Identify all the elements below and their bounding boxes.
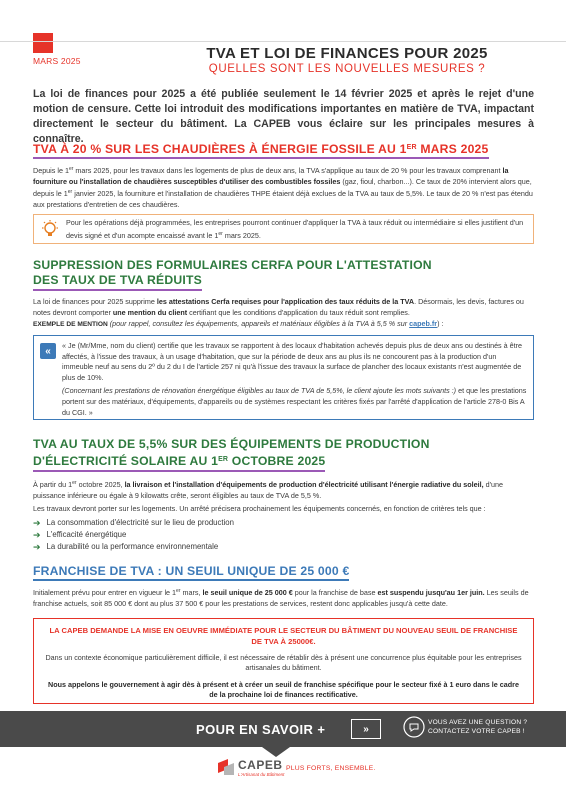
learn-more-label: POUR EN SAVOIR + <box>196 722 326 737</box>
demand-text: Dans un contexte économique particulièrement difficile, il est nécessaire de rétablir dès à présent une concurrence plus équitable pour les entreprises artisanales du bâtiment. <box>45 653 522 673</box>
section-solaire-title: TVA AU TAUX DE 5,5% SUR DES ÉQUIPEMENTS DE PRODUCTION D'ÉLECTRICITÉ SOLAIRE AU 1ER OCTOBRE 2025 <box>33 437 534 472</box>
arrow-right-icon: ➔ <box>33 541 41 552</box>
section-franchise-text: Initialement prévu pour entrer en vigueur le 1er mars, le seuil unique de 25 000 € pour la franchise de base est suspendu jusqu'au 1er juin. Les seuils de franchise actuels, soit 85 000 € dont au plus 37 500 € pour les prestations de services, restent donc applicables jusqu'à cette date. <box>33 588 529 608</box>
tip-box <box>33 214 534 244</box>
section-cerfa-title: SUPPRESSION DES FORMULAIRES CERFA POUR L'ATTESTATION DES TAUX DE TVA RÉDUITS <box>33 258 534 291</box>
learn-more-button[interactable]: » <box>351 719 381 739</box>
header-rule <box>0 41 566 42</box>
arrow-right-icon: ➔ <box>33 529 41 540</box>
capeb-link[interactable]: capeb.fr <box>409 319 438 329</box>
capeb-tagline: L'Artisanat du Bâtiment <box>238 772 285 777</box>
capeb-demand-box <box>33 618 534 704</box>
list-item: ➔ L'efficacité énergétique <box>33 529 127 540</box>
page-title: TVA ET LOI DE FINANCES POUR 2025 <box>206 45 488 62</box>
arrow-right-icon: ➔ <box>33 517 41 528</box>
section-solaire-text: À partir du 1er octobre 2025, la livraison et l'installation d'équipements de production d'électricité utilisant l'énergie radiative du soleil, d'une puissance inférieure ou égale à 9 kilowatts crête, seront éligibles au taux de TVA de 5,5 %. <box>33 480 504 500</box>
contact-text: VOUS AVEZ UNE QUESTION ? CONTACTEZ VOTRE CAPEB ! <box>428 719 528 735</box>
quote-text: « Je (Mr/Mme, nom du client) certifie que les travaux se rapportent à des locaux d'habitation achevés depuis plus de deux ans ou destinés à être affectés, à l'issue des travaux, à un usage d'habitation, que sur la période de deux ans au plus ils ne concourent pas à la production d'un immeuble neuf au sens du 2º du 2 du I de l'article 257 ni qu'à l'issue des travaux la surface de plancher des locaux existants n'est augmentée de plus de 10%. <box>62 341 523 382</box>
quote-icon: « <box>40 343 56 359</box>
demand-title: LA CAPEB DEMANDE LA MISE EN OEUVRE IMMÉDIATE POUR LE SECTEUR DU BÂTIMENT DU NOUVEAU SEUIL DE FRANCHISE DE TVA À 25000€. <box>49 626 518 646</box>
section-chaudieres-text: Depuis le 1er mars 2025, pour les travaux dans les logements de plus de deux ans, la TVA s'applique au taux de 20 % pour les travaux comprenant la fourniture ou l'installation de chaudières susceptibles d'utiliser des combustibles fossiles (gaz, fioul, charbon...). Ce taux de 20% intervient alors que, depuis le 1er janvier 2025, la fourniture et l'installation de chaudières THPE étaient déjà exclues de la TVA au taux de 5,5%. Le taux de 20 % n'est pas étendu aux prestations d'entretien de ces chaudières. <box>33 166 533 209</box>
section-solaire-criteria-intro: Les travaux devront porter sur les logements. Un arrêté précisera prochainement les équipements concernés, en fonction de critères tels que : <box>33 504 486 514</box>
criteria-list <box>33 517 534 553</box>
lightbulb-icon <box>40 219 60 239</box>
section-cerfa-text: La loi de finances pour 2025 supprime les attestations Cerfa requises pour l'application des taux réduits de la TVA. Désormais, les devis, factures ou notes devront comporter une mention du client certifiant que les conditions d'application du taux réduit sont remplies. <box>33 297 524 317</box>
section-chaudieres <box>33 142 534 210</box>
section-franchise-title: FRANCHISE DE TVA : UN SEUIL UNIQUE DE 25 000 € <box>33 564 534 581</box>
brand-square <box>33 33 53 53</box>
example-mention: EXEMPLE DE MENTION (pour rappel, consultez les équipements, appareils et matériaux éligibles à la TVA à 5,5 % sur capeb.fr) : <box>33 319 444 329</box>
demand-call: Nous appelons le gouvernement à agir dès à présent et à créer un seuil de franchise spécifique pour le secteur fixé à 1 euro dans le cadre de la prochaine loi de finances rectificative. <box>48 679 519 700</box>
capeb-logo-icon <box>216 757 236 777</box>
list-item: ➔ La consommation d'électricité sur le lieu de production <box>33 517 234 528</box>
section-franchise <box>33 564 534 609</box>
intro-paragraph: La loi de finances pour 2025 a été publiée seulement le 14 février 2025 et après le rejet d'une motion de censure. Cette loi introduit des modifications importantes en matière de TVA, impactant directement le secteur du bâtiment. La CAPEB vous éclaire sur les principales mesures à connaître. <box>33 88 534 145</box>
slogan: PLUS FORTS, ENSEMBLE. <box>286 765 376 772</box>
quote-box <box>33 335 534 420</box>
section-cerfa <box>33 258 534 331</box>
list-item: ➔ La durabilité ou la performance environnementale <box>33 541 219 552</box>
quote-text-extra: (Concernant les prestations de rénovation énergétique éligibles au taux de TVA de 5,5%, le client ajoute les mots suivants :) et que les prestations portent sur des matériaux, d'équipements, d'appareils ou de systèmes respectant les critères fixés par l'arrêté d'application de l'article 278-0 Bis A du CGI. » <box>62 386 527 417</box>
capeb-logo-text: CAPEB <box>238 758 283 772</box>
section-chaudieres-title: TVA À 20 % SUR LES CHAUDIÈRES À ÉNERGIE FOSSILE AU 1ER MARS 2025 <box>33 142 534 159</box>
document-date: MARS 2025 <box>33 56 81 66</box>
section-solaire <box>33 437 534 553</box>
page-subtitle: QUELLES SONT LES NOUVELLES MESURES ? <box>208 63 486 75</box>
question-icon <box>403 716 425 738</box>
tip-text: Pour les opérations déjà programmées, les entreprises pourront continuer d'appliquer la TVA à taux réduit ou intermédiaire si elles justifient d'un devis signé et d'un acompte encaissé avant le 1er mars 2025. <box>66 218 524 240</box>
footer-pointer <box>262 747 290 757</box>
